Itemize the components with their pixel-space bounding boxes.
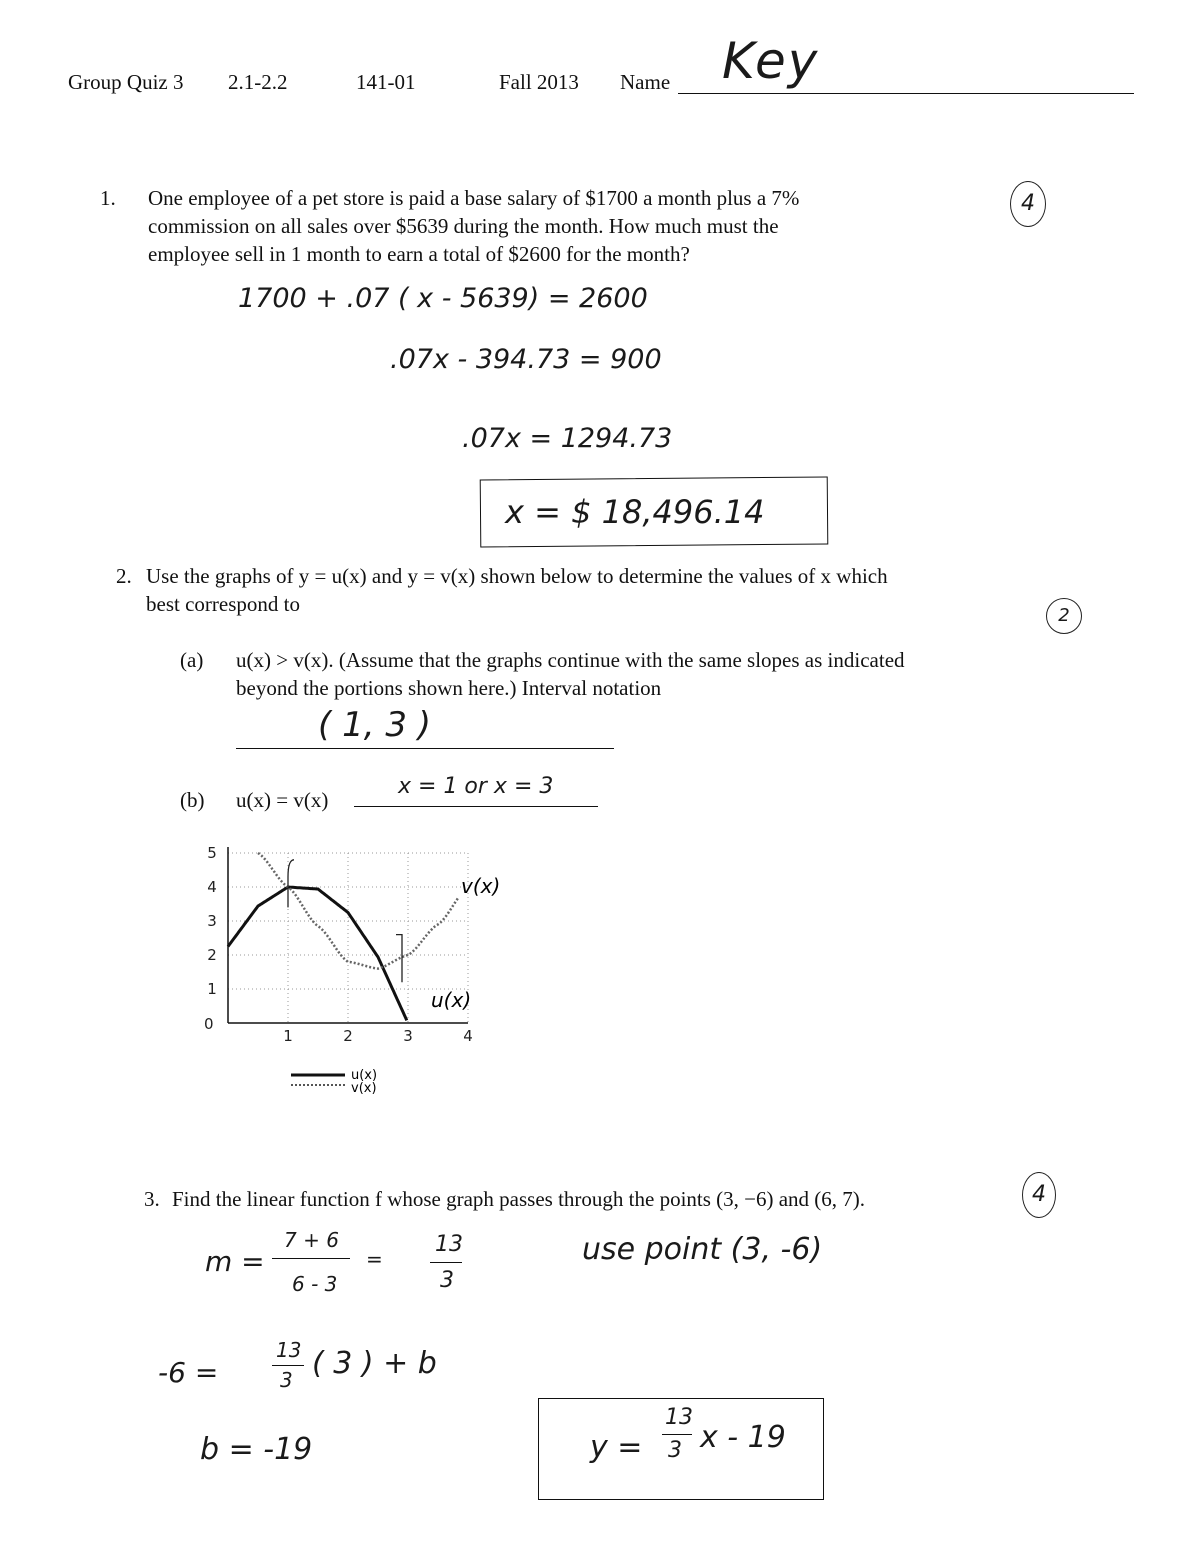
u-curve bbox=[228, 887, 407, 1020]
q2a-answer: ( 1, 3 ) bbox=[318, 705, 432, 745]
q3-sub-lhs: -6 = bbox=[158, 1356, 219, 1389]
q2b-label: (b) bbox=[180, 788, 205, 812]
q3-sub-frac-bar bbox=[272, 1365, 304, 1366]
term: Fall 2013 bbox=[499, 70, 579, 94]
name-value: Key bbox=[722, 32, 820, 90]
q2-line1: Use the graphs of y = u(x) and y = v(x) shown below to determine the values of x which bbox=[146, 564, 888, 588]
q2a-line2: beyond the portions shown here.) Interval notation bbox=[236, 676, 662, 700]
q1-line3: employee sell in 1 month to earn a total of $2600 for the month? bbox=[148, 242, 690, 266]
name-line bbox=[678, 93, 1134, 94]
q2-score: 2 bbox=[1046, 598, 1082, 634]
q3-sub-frac-num: 13 bbox=[276, 1338, 302, 1362]
q3-slope-lhs: m = bbox=[205, 1245, 265, 1278]
q3-slope-val-bar bbox=[430, 1262, 462, 1263]
x-tick-label-1: 1 bbox=[283, 1027, 293, 1045]
y-tick-label-5: 5 bbox=[207, 844, 217, 862]
q1-work-line3: .07x = 1294.73 bbox=[462, 423, 673, 454]
q3-sub-frac-den: 3 bbox=[280, 1368, 293, 1392]
name-label: Name bbox=[620, 70, 671, 94]
y-tick-label-3: 3 bbox=[207, 912, 217, 930]
q1-text bbox=[148, 184, 799, 268]
q3-slope-eq: = bbox=[366, 1247, 383, 1271]
q1-answer: x = $ 18,496.14 bbox=[505, 493, 765, 531]
y-tick-label-4: 4 bbox=[207, 878, 217, 896]
q3-final-lhs: y = bbox=[590, 1430, 643, 1465]
q1-number: 1. bbox=[100, 186, 116, 210]
x-tick-label-4: 4 bbox=[463, 1027, 473, 1045]
v-curve-label: v(x) bbox=[461, 874, 501, 898]
q3-final-num: 13 bbox=[665, 1405, 693, 1430]
q2b-answer: x = 1 or x = 3 bbox=[398, 774, 554, 799]
q3-slope-val-num: 13 bbox=[435, 1232, 463, 1257]
q3-slope-bar bbox=[272, 1258, 350, 1259]
quiz-title: Group Quiz 3 bbox=[68, 70, 184, 94]
bracket-left-mark bbox=[288, 860, 294, 908]
graph-series bbox=[228, 853, 458, 1020]
q3-number: 3. bbox=[144, 1187, 160, 1211]
q2a-line1: u(x) > v(x). (Assume that the graphs continue with the same slopes as indicated bbox=[236, 648, 905, 672]
graph-tick-labels bbox=[204, 844, 473, 1045]
legend-u-label: u(x) bbox=[351, 1068, 378, 1083]
y-tick-label-1: 1 bbox=[207, 980, 217, 998]
q3-text: Find the linear function f whose graph passes through the points (3, −6) and (6, 7). bbox=[172, 1187, 866, 1211]
q1-work-line1: 1700 + .07 ( x - 5639) = 2600 bbox=[238, 283, 648, 314]
course-number: 141-01 bbox=[356, 70, 416, 94]
q3-slope-num: 7 + 6 bbox=[284, 1228, 339, 1252]
q2a-text bbox=[236, 646, 905, 702]
quiz-header bbox=[68, 70, 1168, 100]
q2b-answer-line bbox=[354, 806, 598, 807]
q3-slope-val-den: 3 bbox=[440, 1268, 454, 1293]
q2-line2: best correspond to bbox=[146, 592, 300, 616]
uv-graph bbox=[195, 835, 540, 1105]
q1-score: 4 bbox=[1010, 181, 1046, 227]
legend-v-label: v(x) bbox=[351, 1081, 377, 1096]
quiz-sections: 2.1-2.2 bbox=[228, 70, 288, 94]
origin-tick-label: 0 bbox=[204, 1015, 214, 1033]
graph-legend bbox=[291, 1068, 377, 1096]
q1-line1: One employee of a pet store is paid a base salary of $1700 a month plus a 7% bbox=[148, 186, 800, 210]
q2-number: 2. bbox=[116, 564, 132, 588]
q3-final-rest: x - 19 bbox=[700, 1420, 786, 1455]
x-tick-label-2: 2 bbox=[343, 1027, 353, 1045]
q3-score: 4 bbox=[1022, 1172, 1056, 1218]
q2a-label: (a) bbox=[180, 648, 204, 672]
u-curve-label: u(x) bbox=[431, 988, 472, 1012]
q3-use-point: use point (3, -6) bbox=[582, 1232, 823, 1267]
q2b-text: u(x) = v(x) bbox=[236, 788, 329, 812]
q2a-answer-line bbox=[236, 748, 614, 749]
q1-work-line2: .07x - 394.73 = 900 bbox=[390, 344, 662, 375]
q3-sub-rest: ( 3 ) + b bbox=[312, 1346, 437, 1381]
q3-b-result: b = -19 bbox=[200, 1432, 313, 1467]
q1-line2: commission on all sales over $5639 during the month. How much must the bbox=[148, 214, 779, 238]
q2-text bbox=[146, 562, 888, 618]
q3-final-bar bbox=[662, 1434, 692, 1435]
x-tick-label-3: 3 bbox=[403, 1027, 413, 1045]
y-tick-label-2: 2 bbox=[207, 946, 217, 964]
q3-slope-den: 6 - 3 bbox=[292, 1272, 338, 1296]
q3-final-den: 3 bbox=[668, 1438, 682, 1463]
